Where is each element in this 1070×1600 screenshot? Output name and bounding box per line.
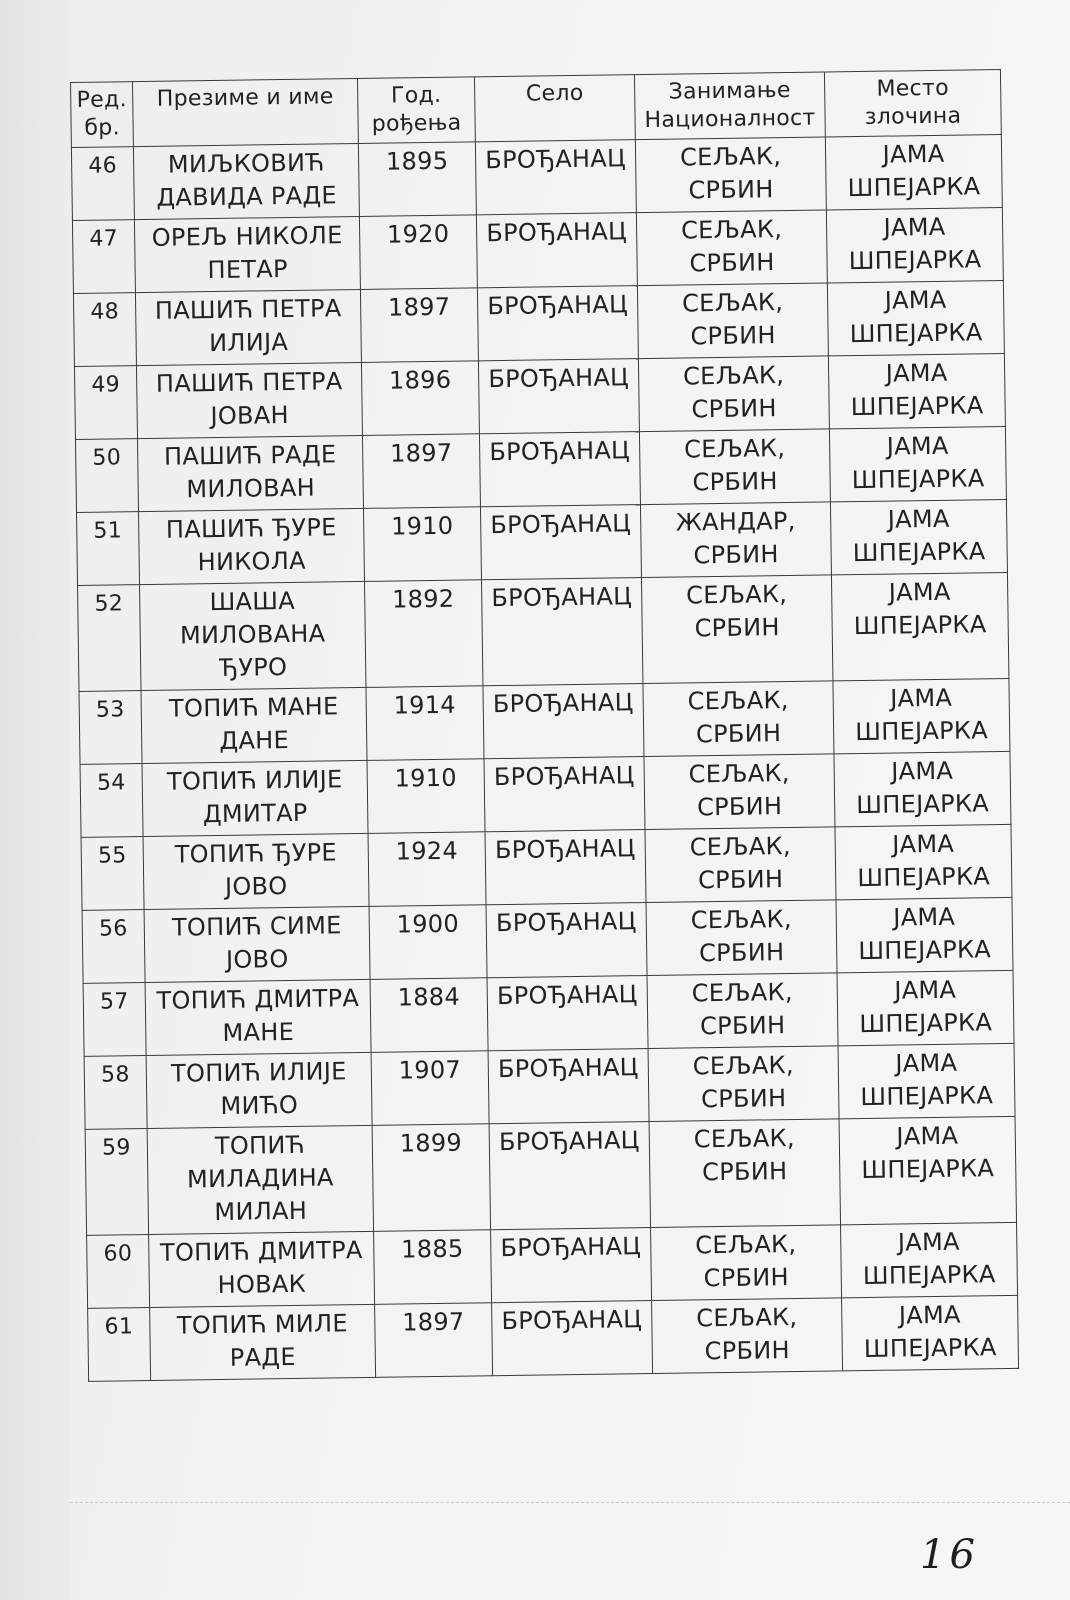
cell-rb: 60 (87, 1235, 150, 1309)
table-row (84, 1043, 1015, 1129)
table-row (72, 207, 1003, 293)
cell-name: ТОПИЋ ИЛИЈЕ МИЋО (146, 1052, 372, 1128)
table-row (87, 1222, 1018, 1308)
table-row (74, 353, 1005, 439)
table-row (77, 499, 1008, 585)
cell-name: ТОПИЋ СИМЕ ЈОВО (144, 906, 370, 982)
cell-village: БРОЂАНАЦ (478, 359, 639, 434)
victims-table (70, 69, 1019, 1382)
header-year: Год. рођења (357, 77, 475, 144)
header-occupation: Занимање Националност (634, 72, 825, 140)
cell-place: ЈАМА ШПЕЈАРКА (825, 135, 1002, 210)
cell-village: БРОЂАНАЦ (479, 432, 640, 507)
header-name: Презиме и име (133, 78, 359, 146)
cell-place: ЈАМА ШПЕЈАРКА (839, 1116, 1016, 1224)
cell-occupation: СЕЉАК, СРБИН (645, 827, 836, 903)
cell-year: 1907 (371, 1051, 489, 1126)
cell-name: ТОПИЋ ДМИТРА МАНЕ (145, 979, 371, 1055)
cell-year: 1892 (365, 580, 483, 688)
cell-place: ЈАМА ШПЕЈАРКА (837, 970, 1014, 1045)
cell-name: ПАШИЋ ЂУРЕ НИКОЛА (139, 508, 365, 584)
cell-village: БРОЂАНАЦ (485, 830, 646, 905)
cell-rb: 49 (74, 366, 137, 440)
cell-occupation: СЕЉАК, СРБИН (637, 283, 828, 359)
cell-village: БРОЂАНАЦ (488, 1049, 649, 1124)
cell-place: ЈАМА ШПЕЈАРКА (842, 1295, 1019, 1370)
cell-name: ТОПИЋ ЂУРЕ ЈОВО (143, 833, 369, 909)
header-rb: Ред. бр. (71, 82, 134, 148)
cell-year: 1897 (360, 288, 478, 363)
cell-year: 1897 (375, 1303, 493, 1378)
cell-year: 1895 (358, 142, 476, 217)
cell-name: МИЉКОВИЋ ДАВИДА РАДЕ (133, 143, 359, 219)
cell-occupation: СЕЉАК, СРБИН (652, 1298, 843, 1374)
table-row (82, 897, 1013, 983)
cell-rb: 51 (77, 512, 140, 586)
table-row (81, 824, 1012, 910)
cell-name: ТОПИЋ ДМИТРА НОВАК (149, 1231, 375, 1307)
cell-name: ТОПИЋ МИЛАДИНА МИЛАН (147, 1125, 373, 1234)
cell-rb: 48 (73, 293, 136, 367)
cell-year: 1920 (359, 215, 477, 290)
cell-occupation: СЕЉАК, СРБИН (651, 1225, 842, 1301)
cell-place: ЈАМА ШПЕЈАРКА (830, 499, 1007, 574)
cell-occupation: СЕЉАК, СРБИН (638, 356, 829, 432)
cell-rb: 46 (71, 147, 134, 221)
cell-year: 1914 (366, 686, 484, 761)
cell-name: ПАШИЋ РАДЕ МИЛОВАН (137, 435, 363, 511)
cell-name: ШАША МИЛОВАНА ЂУРО (140, 581, 366, 690)
cell-place: ЈАМА ШПЕЈАРКА (835, 824, 1012, 899)
table-row (73, 280, 1004, 366)
table-row (71, 135, 1002, 221)
cell-place: ЈАМА ШПЕЈАРКА (828, 353, 1005, 428)
cell-village: БРОЂАНАЦ (477, 286, 638, 361)
cell-name: ТОПИЋ МАНЕ ДАНЕ (141, 687, 367, 763)
cell-name: ОРЕЉ НИКОЛЕ ПЕТАР (134, 216, 360, 292)
cell-village: БРОЂАНАЦ (489, 1122, 650, 1230)
header-village: Село (474, 75, 635, 142)
cell-place: ЈАМА ШПЕЈАРКА (826, 207, 1003, 282)
cell-rb: 58 (84, 1056, 147, 1130)
cell-village: БРОЂАНАЦ (480, 505, 641, 580)
cell-occupation: СЕЉАК, СРБИН (635, 137, 826, 213)
table-row (75, 426, 1006, 512)
cell-name: ТОПИЋ МИЛЕ РАДЕ (150, 1304, 376, 1380)
cell-place: ЈАМА ШПЕЈАРКА (831, 572, 1008, 680)
cell-village: БРОЂАНАЦ (491, 1228, 652, 1303)
cell-village: БРОЂАНАЦ (481, 578, 642, 686)
table-row (83, 970, 1014, 1056)
cell-rb: 59 (85, 1129, 148, 1236)
cell-village: БРОЂАНАЦ (486, 903, 647, 978)
cell-year: 1899 (372, 1124, 490, 1232)
page-shadow-edge (0, 0, 70, 1600)
cell-village: БРОЂАНАЦ (492, 1300, 653, 1375)
cell-occupation: СЕЉАК, СРБИН (644, 754, 835, 830)
cell-rb: 53 (79, 691, 142, 765)
cell-place: ЈАМА ШПЕЈАРКА (834, 751, 1011, 826)
cell-occupation: СЕЉАК, СРБИН (643, 681, 834, 757)
cell-year: 1910 (363, 507, 481, 582)
cell-occupation: СЕЉАК, СРБИН (648, 1046, 839, 1122)
cell-occupation: СЕЉАК, СРБИН (639, 429, 830, 505)
table-row (85, 1116, 1016, 1235)
cell-year: 1884 (370, 978, 488, 1053)
victims-table-wrapper (70, 69, 1018, 1382)
table-row (88, 1295, 1019, 1381)
table-row (79, 678, 1010, 764)
cell-rb: 50 (75, 439, 138, 513)
cell-rb: 57 (83, 983, 146, 1057)
cell-year: 1885 (374, 1230, 492, 1305)
table-row (78, 572, 1009, 691)
cell-year: 1900 (369, 905, 487, 980)
cell-rb: 56 (82, 910, 145, 984)
cell-occupation: СЕЉАК, СРБИН (636, 210, 827, 286)
cell-occupation: СЕЉАК, СРБИН (647, 973, 838, 1049)
page-fold-line (70, 1502, 1070, 1503)
cell-name: ТОПИЋ ИЛИЈЕ ДМИТАР (142, 760, 368, 836)
cell-place: ЈАМА ШПЕЈАРКА (841, 1222, 1018, 1297)
cell-occupation: СЕЉАК, СРБИН (646, 900, 837, 976)
cell-place: ЈАМА ШПЕЈАРКА (838, 1043, 1015, 1118)
cell-village: БРОЂАНАЦ (475, 140, 636, 215)
cell-rb: 54 (80, 764, 143, 838)
cell-year: 1897 (362, 434, 480, 509)
header-place: Место злочина (824, 70, 1001, 137)
cell-occupation: СЕЉАК, СРБИН (641, 575, 832, 684)
cell-village: БРОЂАНАЦ (487, 976, 648, 1051)
cell-place: ЈАМА ШПЕЈАРКА (829, 426, 1006, 501)
cell-year: 1896 (361, 361, 479, 436)
cell-year: 1910 (367, 759, 485, 834)
cell-occupation: ЖАНДАР, СРБИН (640, 502, 831, 578)
table-row (80, 751, 1011, 837)
cell-rb: 52 (78, 585, 141, 692)
cell-rb: 61 (88, 1308, 151, 1382)
cell-rb: 47 (72, 220, 135, 294)
cell-name: ПАШИЋ ПЕТРА ЈОВАН (136, 362, 362, 438)
cell-place: ЈАМА ШПЕЈАРКА (836, 897, 1013, 972)
cell-place: ЈАМА ШПЕЈАРКА (833, 678, 1010, 753)
cell-name: ПАШИЋ ПЕТРА ИЛИЈА (135, 289, 361, 365)
page-number: 16 (920, 1532, 979, 1578)
cell-rb: 55 (81, 837, 144, 911)
cell-occupation: СЕЉАК, СРБИН (649, 1119, 840, 1228)
cell-year: 1924 (368, 832, 486, 907)
cell-place: ЈАМА ШПЕЈАРКА (827, 280, 1004, 355)
cell-village: БРОЂАНАЦ (483, 684, 644, 759)
cell-village: БРОЂАНАЦ (476, 213, 637, 288)
cell-village: БРОЂАНАЦ (484, 757, 645, 832)
